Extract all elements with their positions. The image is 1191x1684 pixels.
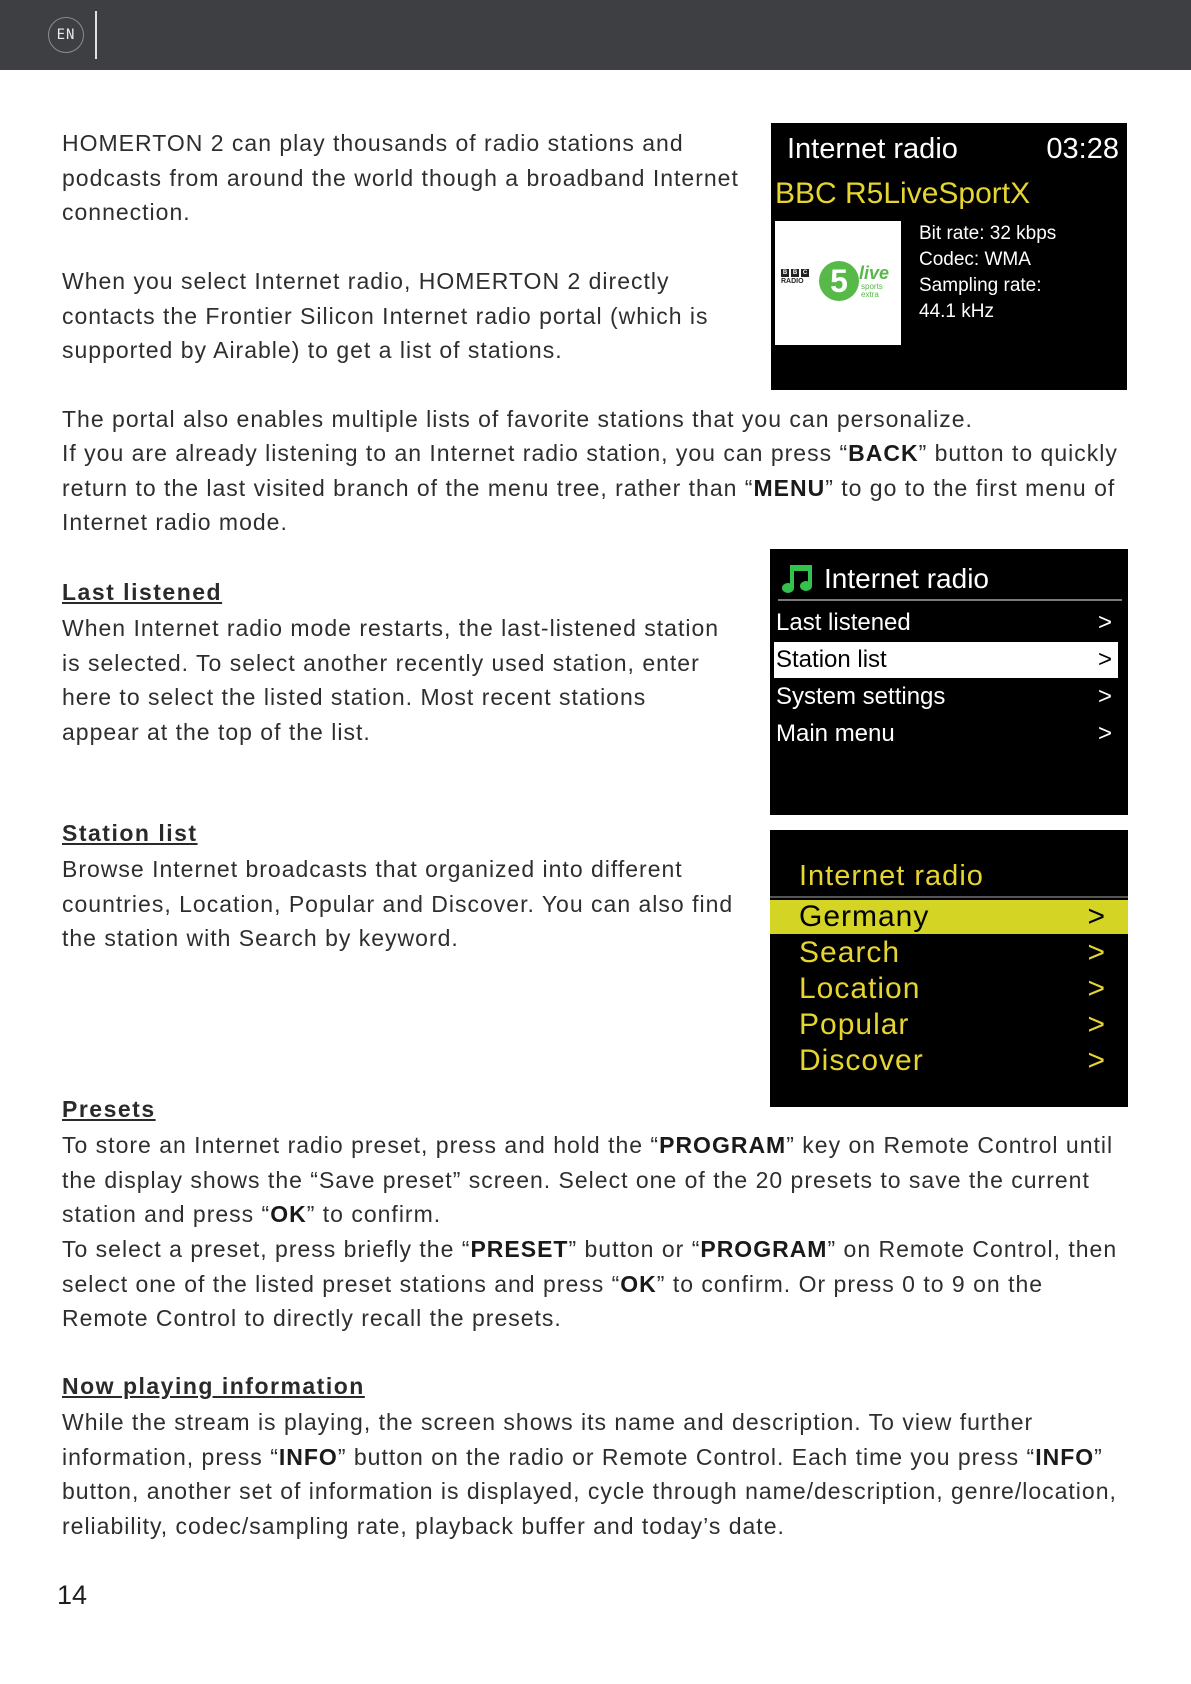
screen-title: Internet radio — [799, 860, 984, 892]
radio-display-menu — [770, 549, 1128, 815]
menu-key-label: MENU — [753, 474, 826, 501]
presets-heading: Presets — [62, 1096, 156, 1122]
last-listened-heading: Last listened — [62, 579, 223, 605]
station-logo: B B C RADIO 5 live sports extra — [775, 221, 901, 345]
sampling-rate-value: 44.1 kHz — [919, 301, 994, 322]
chevron-right-icon: > — [1087, 936, 1106, 969]
chevron-right-icon: > — [1097, 720, 1112, 747]
program-key-label: PROGRAM — [659, 1132, 787, 1158]
five-live-logo: 5 — [819, 261, 859, 301]
codec: Codec: WMA — [919, 249, 1031, 270]
menu-item-system-settings[interactable]: System settings > — [776, 683, 1112, 710]
ok-key-label: OK — [620, 1270, 657, 1297]
menu-item-last-listened[interactable]: Last listened > — [776, 609, 1112, 636]
menu-item-germany[interactable]: Germany > — [770, 900, 1128, 934]
bbc-radio-logo: B B C RADIO — [781, 270, 808, 285]
intro-paragraph-2: When you select Internet radio, HOMERTON 2 directly contacts the Frontier Silicon Internet radio portal (which is supported by Airable) to get a list of stations. — [62, 268, 709, 363]
station-name: BBC R5LiveSportX — [775, 177, 1031, 210]
header-bar — [0, 0, 1191, 70]
preset-key-label: PRESET — [470, 1236, 569, 1262]
menu-item-location[interactable]: Location > — [799, 972, 1106, 1005]
chevron-right-icon: > — [1087, 1008, 1106, 1041]
language-badge: EN — [48, 17, 84, 53]
bit-rate: Bit rate: 32 kbps — [919, 223, 1057, 244]
chevron-right-icon: > — [1097, 683, 1112, 710]
menu-item-search[interactable]: Search > — [799, 936, 1106, 969]
clock-time: 03:28 — [1046, 133, 1119, 165]
program-key-label: PROGRAM — [700, 1236, 828, 1262]
screen-title: Internet radio — [787, 133, 958, 165]
menu-item-station-list[interactable]: Station list > — [774, 642, 1118, 678]
screen-title: Internet radio — [824, 563, 989, 594]
chevron-right-icon: > — [1087, 900, 1106, 933]
info-key-label: INFO — [1035, 1443, 1095, 1470]
page-number: 14 — [57, 1580, 88, 1610]
title-divider — [770, 896, 1128, 898]
back-key-label: BACK — [848, 440, 919, 466]
sampling-rate-label: Sampling rate: — [919, 275, 1042, 296]
chevron-right-icon: > — [1087, 1044, 1106, 1077]
presets-paragraph-2: To select a preset, press briefly the “PRESET” button or “PROGRAM” on Remote Control, then select one of the listed preset stations and press “OK” to confirm. Or press 0 to 9 on the Remote Control to directly recall the presets. — [62, 1236, 1118, 1331]
last-listened-body: When Internet radio mode restarts, the last-listened station is selected. To select another recently used station, enter here to select the listed station. Most recent stations appear at the top of the list. — [62, 615, 720, 745]
now-playing-heading: Now playing information — [62, 1373, 365, 1399]
presets-paragraph-1: To store an Internet radio preset, press and hold the “PROGRAM” key on Remote Control until the display shows the “Save preset” screen. Select one of the 20 presets to save the current station and press “OK” to confirm. — [62, 1132, 1114, 1227]
chevron-right-icon: > — [1087, 972, 1106, 1005]
title-divider — [778, 599, 1122, 601]
menu-item-popular[interactable]: Popular > — [799, 1008, 1106, 1041]
radio-display-station-list — [770, 830, 1128, 1107]
station-list-body: Browse Internet broadcasts that organized into different countries, Location, Popular and Discover. You can also find the station with Search by keyword. — [62, 856, 734, 951]
info-key-label: INFO — [278, 1443, 338, 1470]
chevron-right-icon: > — [1097, 646, 1112, 673]
chevron-right-icon: > — [1097, 609, 1112, 636]
station-list-heading: Station list — [62, 820, 198, 846]
radio-display-now-playing — [771, 123, 1127, 390]
stream-info — [919, 221, 1056, 325]
ok-key-label: OK — [270, 1201, 307, 1227]
intro-paragraph-4: If you are already listening to an Internet radio station, you can press “BACK” button to quickly return to the last visited branch of the menu tree, rather than “MENU” to go to the first menu of Internet radio mode. — [62, 440, 1118, 535]
header-divider — [95, 11, 97, 59]
intro-paragraph-1: HOMERTON 2 can play thousands of radio stations and podcasts from around the world though a broadband Internet connection. — [62, 130, 739, 225]
menu-item-discover[interactable]: Discover > — [799, 1044, 1106, 1077]
music-note-icon — [782, 563, 816, 595]
intro-paragraph-3: The portal also enables multiple lists of favorite stations that you can personalize. — [62, 406, 973, 432]
menu-item-main-menu[interactable]: Main menu > — [776, 720, 1112, 747]
now-playing-body: While the stream is playing, the screen shows its name and description. To view further information, press “INFO” button on the radio or Remote Control. Each time you press “INFO” button, another set of information is displayed, cycle through name/description, genre/location, reliability, codec/sampling rate, playback buffer and today’s date. — [62, 1409, 1117, 1539]
